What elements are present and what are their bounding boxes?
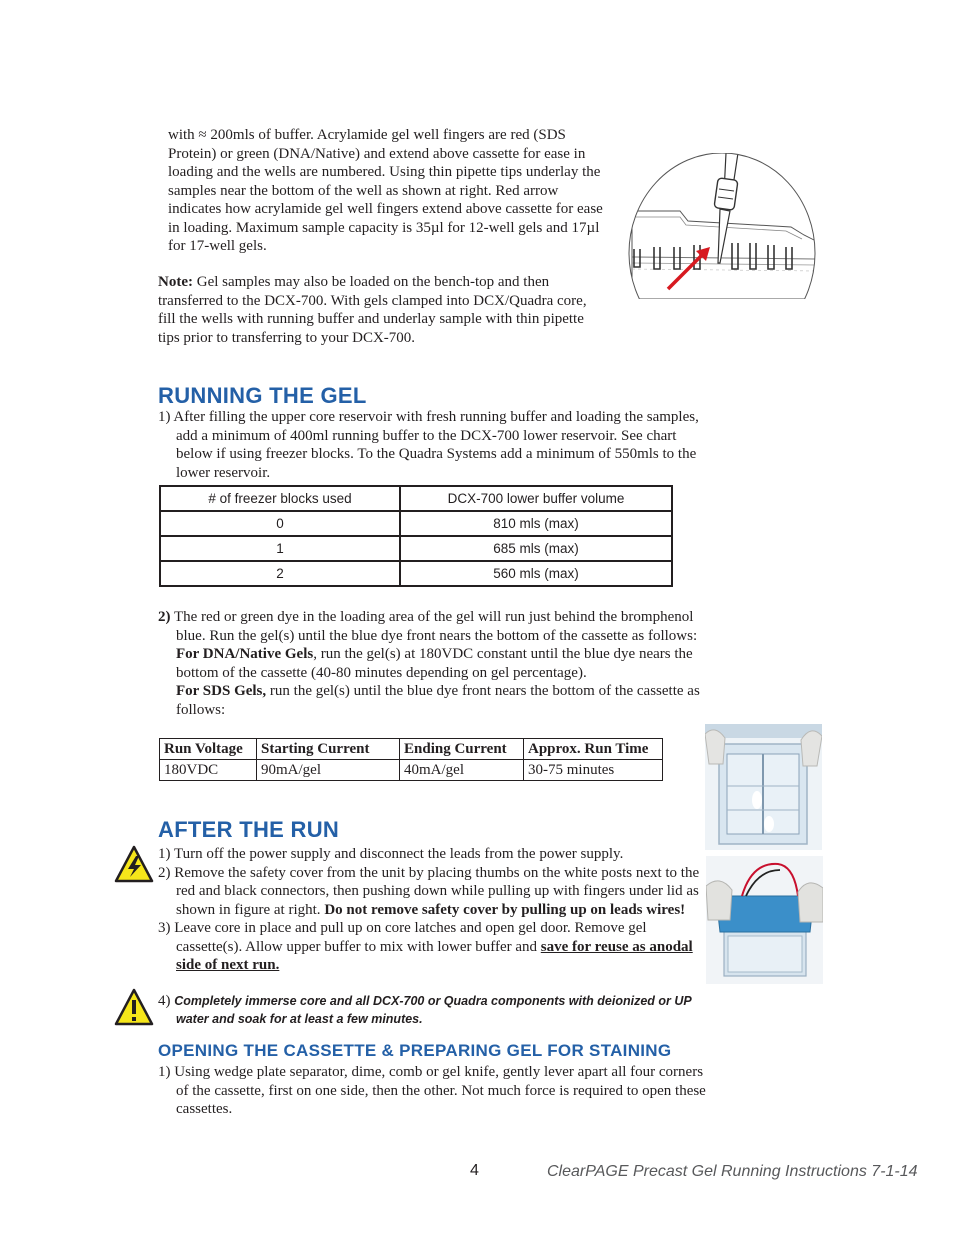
table-cell: 560 mls (max): [400, 561, 672, 586]
document-title: ClearPAGE Precast Gel Running Instructions 7-1-14: [547, 1163, 918, 1180]
page-number: 4: [470, 1162, 479, 1179]
table-cell: 685 mls (max): [400, 536, 672, 561]
table-cell: 2: [160, 561, 400, 586]
table-row: [160, 536, 672, 561]
table-header-cell: # of freezer blocks used: [160, 486, 400, 511]
opening-cassette-heading: OPENING THE CASSETTE & PREPARING GEL FOR STAINING: [158, 1041, 672, 1060]
table-cell: 1: [160, 536, 400, 561]
running-gel-heading: RUNNING THE GEL: [158, 383, 367, 408]
after-step-2: 2) Remove the safety cover from the unit by placing thumbs on the white posts next to the red and black connectors, then pushing down while pulling up with fingers under lid as shown in figure at right. Do not remove safety cover by pulling up on leads wires!: [158, 864, 700, 918]
after-step-1: 1) Turn off the power supply and disconnect the leads from the power supply.: [158, 846, 624, 862]
running-step-1: 1) After filling the upper core reservoir with fresh running buffer and loading the samples, add a minimum of 400ml running buffer to the DCX-700 lower reservoir. See chart below if using freezer blocks. To the Quadra Systems add a minimum of 550mls to the lower reservoir.: [158, 409, 699, 481]
dna-native-label: For DNA/Native Gels: [176, 646, 314, 662]
running-step-2: [158, 608, 708, 719]
note-text: Gel samples may also be loaded on the bench-top and then transferred to the DCX-700. With gels clamped into DCX/Quadra core, fill the wells with running buffer and underlay sample with thin pipette tips prior to transferring to your DCX-700.: [158, 274, 587, 346]
table-header-cell: Starting Current: [257, 739, 400, 760]
after-step-3: 3) Leave core in place and pull up on core latches and open gel door. Remove gel cassette(s). Allow upper buffer to mix with lower buffer and save for reuse as anodal side of next run.: [158, 920, 693, 973]
table-header-row: [160, 739, 663, 760]
pipette-loading-illustration: [626, 153, 818, 299]
freezer-block-table: [159, 485, 673, 587]
note-paragraph: [158, 273, 603, 347]
table-header-cell: Run Voltage: [160, 739, 257, 760]
table-cell: 90mA/gel: [257, 760, 400, 781]
table-row: [160, 561, 672, 586]
note-label: Note:: [158, 274, 193, 290]
gel-core-photo: [705, 724, 822, 850]
step-2-number: 2): [158, 609, 171, 625]
table-header-row: [160, 486, 672, 511]
table-header-cell: Approx. Run Time: [524, 739, 663, 760]
step-4-text: Completely immerse core and all DCX-700 or Quadra components with deionized or UP water and soak for at least a few minutes.: [174, 994, 692, 1026]
intro-paragraph: with ≈ 200mls of buffer. Acrylamide gel well fingers are red (SDS Protein) or green (DNA/Native) and extend above cassette for ease in loading and the wells are numbered. Using thin pipette tips underlay the samples near the bottom of the well as shown at right. Red arrow indicates how acrylamide gel well fingers extend above cassette for ease in loading. Maximum sample capacity is 35µl for 12-well gels and 17µl for 17-well gels.: [168, 127, 603, 254]
table-cell: 180VDC: [160, 760, 257, 781]
step-2-text: The red or green dye in the loading area of the gel will run just behind the bromphenol blue. Run the gel(s) until the blue dye front nears the bottom of the cassette as follows:: [170, 609, 698, 644]
sds-label: For SDS Gels,: [176, 683, 267, 699]
warning-triangle-icon: [114, 845, 154, 885]
table-cell: 810 mls (max): [400, 511, 672, 536]
table-row: [160, 760, 663, 781]
after-run-heading: AFTER THE RUN: [158, 817, 340, 842]
after-step-4: [158, 992, 708, 1027]
warning-triangle-icon: [114, 988, 154, 1028]
after-run-steps: [158, 845, 703, 975]
opening-step-1: 1) Using wedge plate separator, dime, comb or gel knife, gently lever apart all four corners of the cassette, first on one side, then the other. Not much force is required to open these cassettes.: [158, 1064, 706, 1117]
table-cell: 30-75 minutes: [524, 760, 663, 781]
run-conditions-table: [159, 738, 663, 781]
table-row: [160, 511, 672, 536]
table-cell: 40mA/gel: [400, 760, 524, 781]
table-header-cell: Ending Current: [400, 739, 524, 760]
sds-text: run the gel(s) until the blue dye front nears the bottom of the cassette as follows:: [176, 683, 700, 718]
table-header-cell: DCX-700 lower buffer volume: [400, 486, 672, 511]
safety-cover-removal-photo: [706, 856, 823, 984]
step-4-number: 4): [158, 993, 175, 1009]
table-cell: 0: [160, 511, 400, 536]
dna-native-text: , run the gel(s) at 180VDC constant until the blue dye nears the bottom of the cassette (40-80 minutes depending on gel percentage).: [176, 646, 693, 681]
